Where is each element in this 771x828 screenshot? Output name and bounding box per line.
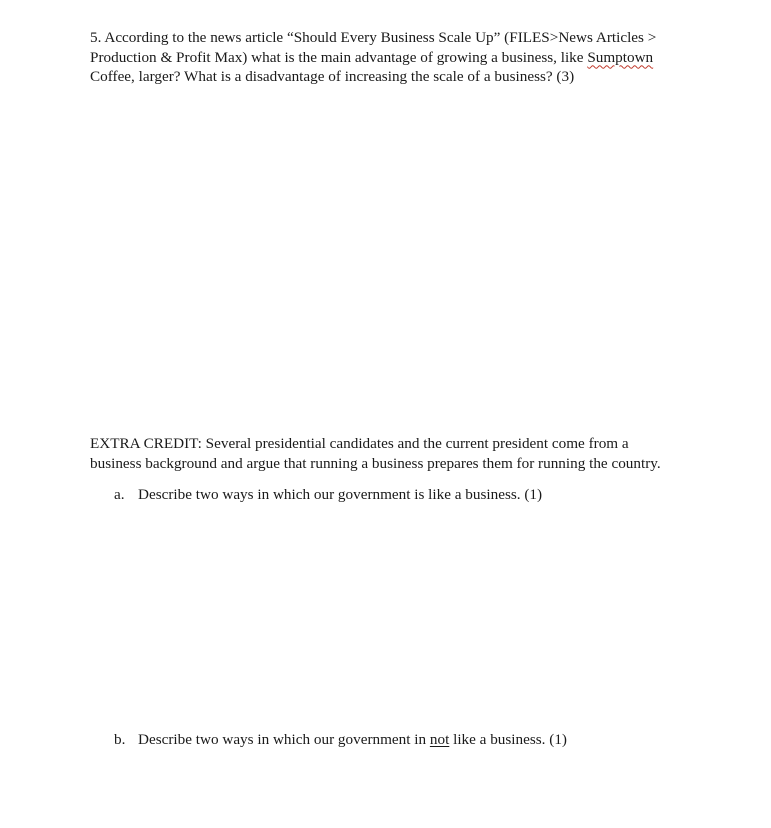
extra-credit-item-a-text: Describe two ways in which our government is like a business. (1): [138, 486, 543, 503]
extra-credit-line-1: EXTRA CREDIT: Several presidential candidates and the current president come from a: [90, 435, 629, 452]
underlined-word-not: not: [429, 731, 450, 748]
spellcheck-flagged-word[interactable]: Sumptown: [587, 48, 654, 66]
extra-credit-item-b: [114, 730, 567, 750]
extra-credit-item-b-text-before: Describe two ways in which our government in: [138, 731, 430, 748]
extra-credit-item-a: [114, 485, 542, 505]
list-marker-b: b.: [114, 731, 126, 748]
list-marker-a: a.: [114, 486, 125, 503]
extra-credit-prompt: [90, 434, 710, 473]
extra-credit-line-2: business background and argue that running a business prepares them for running the country.: [90, 454, 661, 472]
question-5: [90, 28, 710, 87]
extra-credit-item-b-text-after: like a business. (1): [449, 731, 567, 748]
question-5-line-2: [90, 48, 710, 68]
question-5-line-1: 5. According to the news article “Should Every Business Scale Up” (FILES>News Articles >: [90, 29, 657, 46]
question-5-line-3: Coffee, larger? What is a disadvantage of increasing the scale of a business? (3): [90, 68, 575, 85]
question-5-line-2-text: Production & Profit Max) what is the main advantage of growing a business, like: [90, 48, 588, 66]
